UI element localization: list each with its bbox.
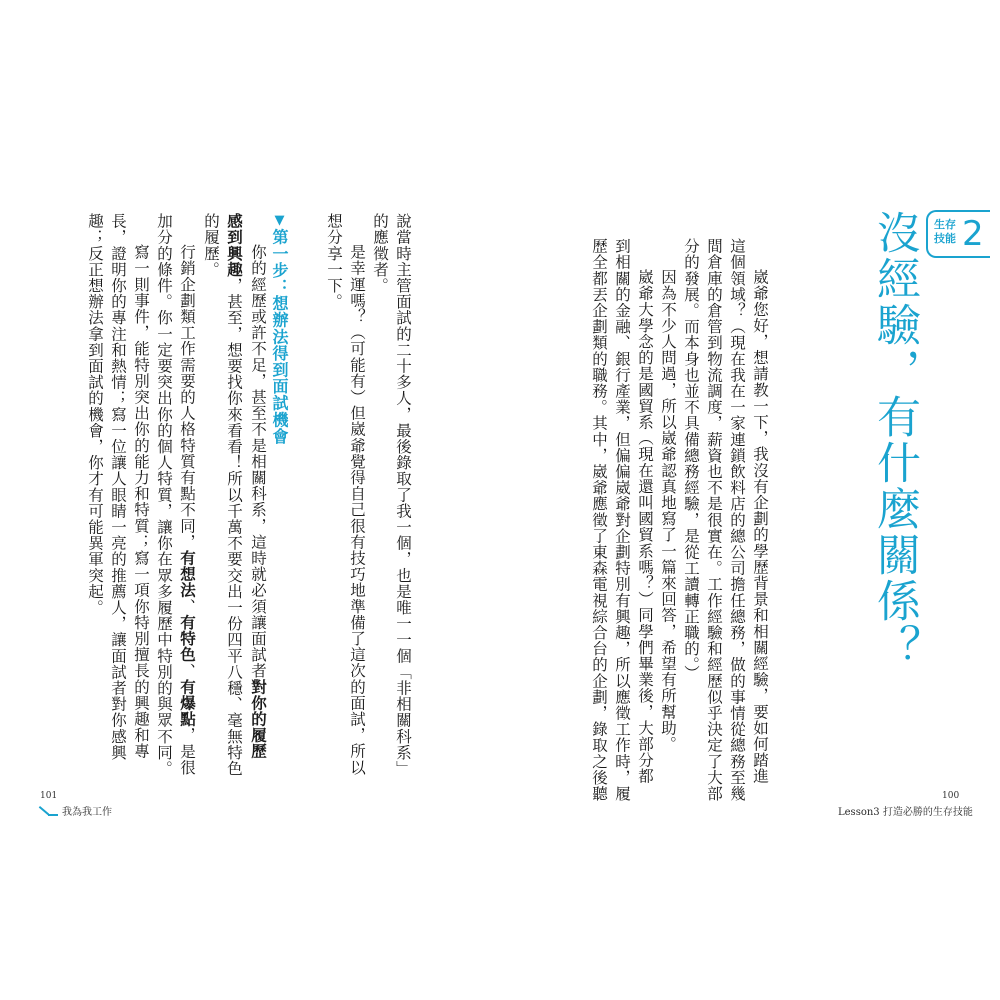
paragraph-line	[222, 213, 246, 777]
paragraph-line: 加分的條件。你一定要突出你的個人特質，讓你在眾多履歷中特別的與眾不同。	[155, 213, 173, 777]
paragraph-line: 的應徵者。	[371, 213, 389, 294]
chapter-tag	[926, 210, 990, 258]
triangle-icon: ▼	[272, 213, 287, 229]
paragraph-line: 的履歷。	[202, 213, 220, 278]
bold-text: 有爆點	[178, 678, 197, 728]
bold-text: 有特色	[178, 614, 197, 663]
page-number-right: 100	[942, 791, 960, 801]
chapter-tag-label: 生存技能	[934, 218, 956, 245]
paragraph-line: 趣；反正想辦法拿到面試的機會，你才有可能異軍突起。	[86, 213, 104, 616]
right-body-text	[587, 238, 771, 802]
paragraph-line: 說當時主管面試的二十多人，最後錄取了我一個，也是唯一一個「非相關科系」	[394, 213, 412, 777]
paragraph: 寫一則事件，能特別突出你的能力和特質；寫一項你特別擅長的興趣和專	[132, 244, 150, 760]
text-run: 你的經歷或許不足，甚至不是相關科系，這時就必須讓面試者	[249, 244, 267, 679]
paragraph-line: 到相關的金融、銀行產業，但偏偏崴爺對企劃特別有興趣，所以應徵工作時，履	[613, 238, 631, 802]
paragraph: 因為不少人問過，所以崴爺認真地寫了一篇來回答，希望有所幫助。	[659, 269, 677, 752]
bold-text: 對你的履歷	[249, 678, 268, 760]
paragraph-line: 分的發展。而本身也並不具備總務經驗，是從工讀轉正職的。）	[682, 238, 700, 682]
paragraph-line: 歷全都丟企劃類的職務。其中，崴爺應徵了東森電視綜合台的企劃，錄取之後聽	[590, 238, 608, 802]
footer-left	[40, 803, 112, 818]
paragraph: 崴爺您好，想請教一下，我沒有企劃的學歷背景和相關經驗，要如何踏進	[751, 269, 769, 785]
paragraph	[246, 213, 270, 760]
footer-left-text: 我為我工作	[62, 807, 112, 818]
paragraph-line: 想分享一下。	[325, 213, 343, 310]
paragraph: 崴爺大學念的是國貿系（現在還叫國貿系嗎？）同學們畢業後，大部分都	[636, 269, 654, 785]
text-run: 行銷企劃類工作需要的人格特質有點不同，	[178, 244, 196, 550]
paragraph-line: 間倉庫的倉管到物流調度，薪資也不是很實在。工作經驗和經歷似乎決定了大部	[705, 238, 723, 802]
slash-icon	[40, 806, 60, 815]
bold-text: 感到興趣	[225, 213, 244, 278]
paragraph	[175, 213, 199, 776]
text-run: 、	[178, 598, 196, 615]
bold-text: 有想法	[178, 549, 197, 599]
footer-right-text: Lesson3 打造必勝的生存技能	[838, 807, 973, 818]
text-run: 、	[178, 662, 196, 679]
page-number-left: 101	[40, 791, 58, 801]
step-heading	[268, 213, 291, 444]
paragraph-line: 這個領域？（現在我在一家連鎖飲料店的總公司擔任總務，做的事情從總務至幾	[728, 238, 746, 802]
paragraph: 是幸運嗎？（可能有）但崴爺覺得自己很有技巧地準備了這次的面試，所以	[348, 244, 366, 776]
chapter-title: 沒經驗，有什麼關係？	[869, 210, 920, 670]
text-run: ，是很	[178, 727, 196, 776]
step-heading-text: 第一步：想辦法得到面試機會	[270, 228, 289, 445]
left-body-text-top	[322, 213, 414, 777]
text-run: ，甚至，想要找你來看看！所以千萬不要交出一份四平八穩、毫無特色	[225, 277, 243, 777]
paragraph-line: 長，證明你的專注和熱情；寫一位讓人眼睛一亮的推薦人，讓面試者對你感興	[109, 213, 127, 761]
chapter-tag-number: 2	[962, 214, 984, 254]
left-body-text-bottom	[83, 213, 270, 777]
